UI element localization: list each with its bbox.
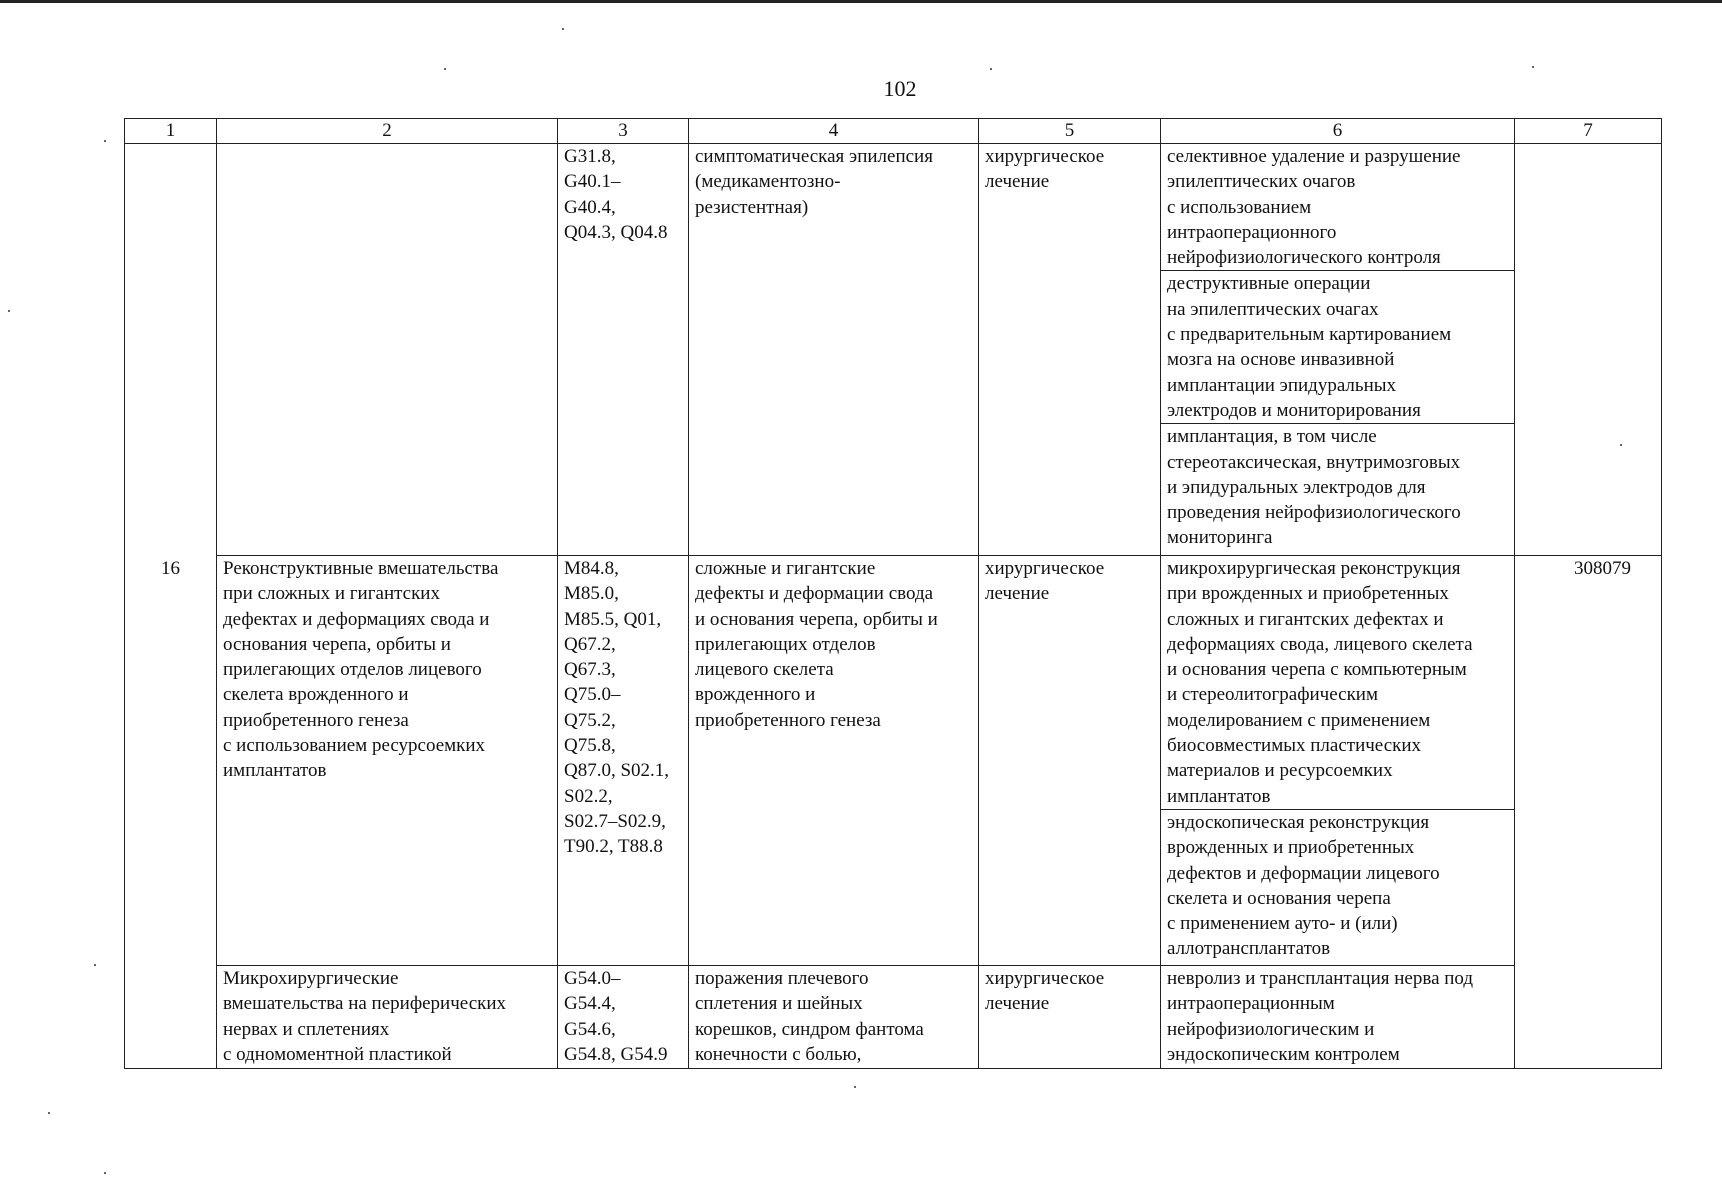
column-header: 5 (979, 119, 1161, 144)
cell-line: врожденного и (695, 684, 816, 706)
method-line: селективное удаление и разрушение (1167, 146, 1461, 167)
treatment-type (979, 556, 1161, 966)
method-item (1161, 810, 1514, 965)
treatment-type (979, 144, 1161, 556)
cell-line: прилегающих отделов лицевого (223, 659, 482, 681)
cell-line: с использованием ресурсоемких (223, 735, 486, 757)
standard-cost (1515, 144, 1662, 556)
scan-speck (444, 68, 446, 70)
method-line: биосовместимых пластических (1167, 735, 1422, 757)
method-line: нейрофизиологического контроля (1167, 247, 1441, 269)
method-line: материалов и ресурсоемких (1167, 760, 1393, 782)
procedures-table (124, 118, 1662, 1069)
method-line: деформациях свода, лицевого скелета (1167, 633, 1473, 655)
cell-line: M85.5, Q01, (564, 608, 662, 630)
method-line: электродов и мониторирования (1167, 399, 1421, 421)
cell-line: S02.7–S02.9, (564, 810, 666, 832)
patient-model (689, 556, 979, 966)
method-line: стереотаксическая, внутримозговых (1167, 451, 1461, 473)
cell-line: дефекты и деформации свода (695, 583, 934, 605)
method-item (1161, 556, 1514, 810)
patient-model (689, 966, 979, 1069)
icd-codes (558, 966, 689, 1069)
scan-speck (990, 68, 992, 70)
cell-line: симптоматическая эпилепсия (695, 146, 933, 167)
cell-line: T90.2, T88.8 (564, 836, 663, 858)
cell-line: лицевого скелета (695, 659, 834, 681)
standard-cost (1515, 966, 1662, 1069)
cell-line: лечение (985, 993, 1050, 1015)
cell-line: (медикаментозно- (695, 171, 841, 193)
cell-line: Q75.0– (564, 684, 621, 706)
header-row (125, 119, 1662, 144)
cell-line: хирургическое (985, 968, 1105, 989)
cell-line: G31.8, (564, 146, 616, 167)
cell-line: хирургическое (985, 558, 1105, 579)
cell-line: резистентная) (695, 196, 809, 218)
column-header: 6 (1161, 119, 1515, 144)
method-item (1161, 271, 1514, 424)
method-line: нейрофизиологическим и (1167, 1018, 1375, 1040)
methods-list (1161, 144, 1514, 555)
cell-line: Q87.0, S02.1, (564, 760, 670, 782)
standard-cost: 308079 (1515, 556, 1662, 966)
top-border-rule (0, 0, 1722, 3)
cell-line: Q67.2, (564, 633, 616, 655)
method-line: деструктивные операции (1167, 273, 1371, 295)
method-line: аллотрансплантатов (1167, 938, 1331, 960)
method-line: на эпилептических очагах (1167, 298, 1379, 320)
table-row (125, 556, 1662, 966)
cell-line: G40.4, (564, 196, 616, 218)
cell-line: имплантатов (223, 760, 327, 782)
cell-line: сплетения и шейных (695, 993, 863, 1015)
cell-line: Q67.3, (564, 659, 616, 681)
method-line: с применением ауто- и (или) (1167, 913, 1398, 935)
column-header: 1 (125, 119, 217, 144)
cell-line: поражения плечевого (695, 968, 869, 989)
scan-speck (104, 1172, 106, 1174)
row-number (125, 966, 217, 1069)
cell-line: лечение (985, 583, 1050, 605)
treatment-type (979, 966, 1161, 1069)
method-line: имплантатов (1167, 785, 1271, 807)
method-line: с предварительным картированием (1167, 324, 1452, 346)
table-row (125, 966, 1662, 1069)
row-number: 16 (125, 556, 217, 966)
cell-line: M84.8, (564, 558, 619, 579)
icd-codes (558, 556, 689, 966)
cell-line: Q75.8, (564, 735, 616, 757)
method-line: эндоскопическим контролем (1167, 1043, 1400, 1065)
cell-line: Реконструктивные вмешательства (223, 558, 499, 579)
method-line: невролиз и трансплантация нерва под (1167, 968, 1474, 989)
cell-line: нервах и сплетениях (223, 1018, 390, 1040)
column-header: 3 (558, 119, 689, 144)
cell-line: приобретенного генеза (695, 709, 881, 731)
methods-list (1161, 966, 1514, 1068)
patient-model (689, 144, 979, 556)
cell-line: Микрохирургические (223, 968, 399, 989)
high-tech-care-name (217, 556, 558, 966)
method-line: интраоперационного (1167, 221, 1337, 243)
method-line: врожденных и приобретенных (1167, 837, 1415, 859)
method-line: микрохирургическая реконструкция (1167, 558, 1461, 579)
cell-line: M85.0, (564, 583, 619, 605)
method-line: моделированием с применением (1167, 709, 1431, 731)
method-item (1161, 144, 1514, 271)
scan-speck (104, 140, 106, 142)
methods-list (1161, 556, 1514, 965)
treatment-methods (1161, 144, 1515, 556)
cell-line: основания черепа, орбиты и (223, 633, 451, 655)
cell-line: и основания черепа, орбиты и (695, 608, 938, 630)
cell-line: приобретенного генеза (223, 709, 409, 731)
method-line: и эпидуральных электродов для (1167, 476, 1426, 498)
scan-speck (854, 1086, 856, 1088)
cell-line: Q75.2, (564, 709, 616, 731)
scan-speck (48, 1112, 50, 1114)
cell-line: G54.8, G54.9 (564, 1043, 668, 1065)
method-line: и основания черепа с компьютерным (1167, 659, 1467, 681)
method-line: дефектов и деформации лицевого (1167, 862, 1440, 884)
method-line: эпилептических очагов (1167, 171, 1356, 193)
method-line: эндоскопическая реконструкция (1167, 811, 1430, 833)
treatment-methods (1161, 556, 1515, 966)
method-line: при врожденных и приобретенных (1167, 583, 1449, 605)
cell-line: Q04.3, Q04.8 (564, 221, 668, 243)
table-row (125, 144, 1662, 556)
method-line: имплантация, в том числе (1167, 426, 1377, 448)
treatment-methods (1161, 966, 1515, 1069)
method-line: проведения нейрофизиологического (1167, 502, 1461, 524)
method-item (1161, 966, 1514, 1068)
cell-line: G54.4, (564, 993, 616, 1015)
method-line: и стереолитографическим (1167, 684, 1378, 706)
cell-line: G40.1– (564, 171, 621, 193)
cell-line: G54.0– (564, 968, 621, 989)
method-line: мониторинга (1167, 527, 1273, 549)
scan-speck (8, 310, 10, 312)
cell-line: при сложных и гигантских (223, 583, 440, 605)
column-header: 2 (217, 119, 558, 144)
method-line: с использованием (1167, 196, 1312, 218)
cell-line: конечности с болью, (695, 1043, 862, 1065)
cell-line: сложные и гигантские (695, 558, 876, 579)
method-line: сложных и гигантских дефектах и (1167, 608, 1444, 630)
cell-line: хирургическое (985, 146, 1105, 167)
method-line: имплантации эпидуральных (1167, 374, 1397, 396)
high-tech-care-name (217, 966, 558, 1069)
page-number: 102 (883, 76, 917, 101)
cell-line: вмешательства на периферических (223, 993, 507, 1015)
cell-line: корешков, синдром фантома (695, 1018, 924, 1040)
scan-speck (562, 28, 564, 30)
scan-speck (94, 964, 96, 966)
scan-speck (1532, 66, 1534, 68)
row-number (125, 144, 217, 556)
icd-codes (558, 144, 689, 556)
method-item (1161, 424, 1514, 555)
cell-line: прилегающих отделов (695, 633, 876, 655)
cell-line: G54.6, (564, 1018, 616, 1040)
high-tech-care-name (217, 144, 558, 556)
cell-line: S02.2, (564, 785, 613, 807)
column-header: 4 (689, 119, 979, 144)
method-line: интраоперационным (1167, 993, 1335, 1015)
method-line: скелета и основания черепа (1167, 887, 1391, 909)
cell-line: дефектах и деформациях свода и (223, 608, 490, 630)
method-line: мозга на основе инвазивной (1167, 349, 1395, 371)
cell-line: скелета врожденного и (223, 684, 409, 706)
cell-line: с одномоментной пластикой (223, 1043, 452, 1065)
column-header: 7 (1515, 119, 1662, 144)
cell-line: лечение (985, 171, 1050, 193)
